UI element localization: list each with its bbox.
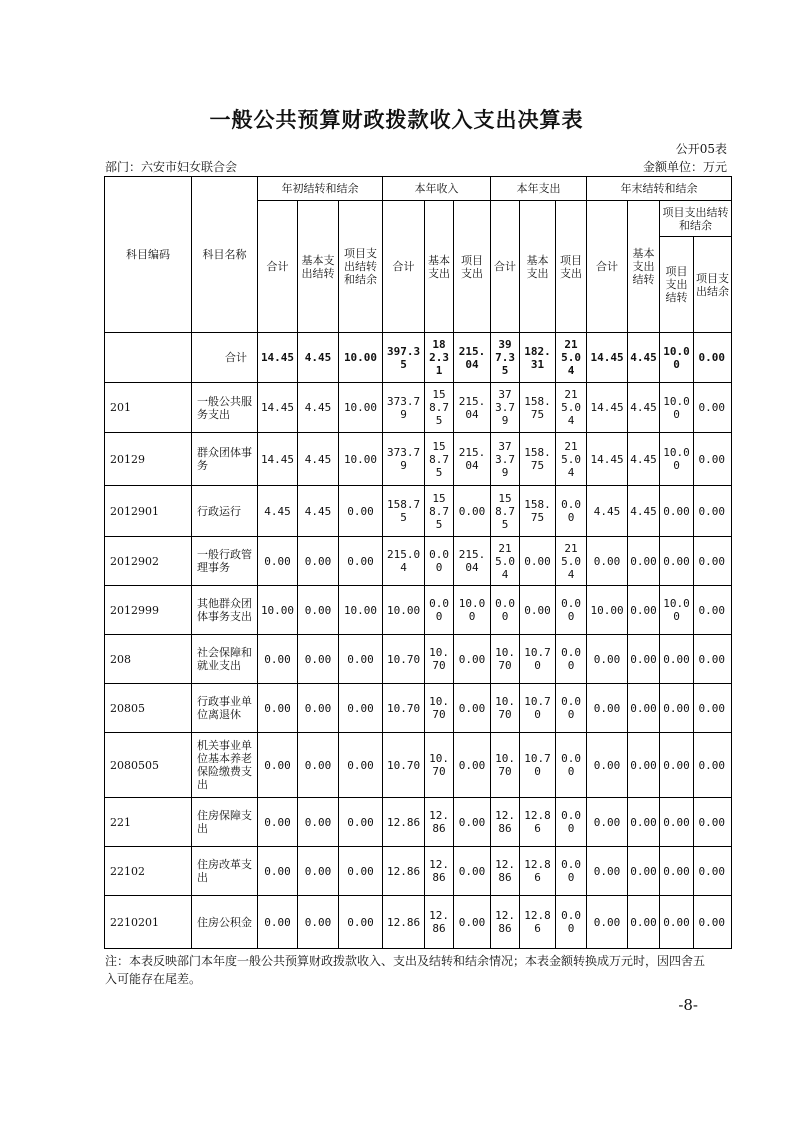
header-g3-basic: 基本支出 bbox=[520, 201, 556, 333]
row-code: 2012902 bbox=[105, 537, 192, 586]
cell: 10.00 bbox=[339, 383, 383, 433]
header-g2-project: 项目支出 bbox=[454, 201, 491, 333]
row-code: 20805 bbox=[105, 684, 192, 733]
cell: 14.45 bbox=[587, 383, 628, 433]
cell: 0.00 bbox=[694, 586, 732, 635]
cell: 0.00 bbox=[587, 798, 628, 847]
cell: 158.75 bbox=[520, 486, 556, 537]
cell: 215.04 bbox=[454, 333, 491, 383]
footnote: 注：本表反映部门本年度一般公共预算财政拨款收入、支出及结转和结余情况；本表金额转换成万元时，因四舍五入可能存在尾差。 bbox=[105, 954, 706, 986]
cell: 0.00 bbox=[556, 896, 587, 949]
cell: 0.00 bbox=[587, 684, 628, 733]
cell: 0.00 bbox=[694, 798, 732, 847]
table-row bbox=[105, 635, 732, 684]
table-row bbox=[105, 486, 732, 537]
cell: 0.00 bbox=[520, 586, 556, 635]
cell: 0.00 bbox=[628, 684, 660, 733]
cell: 373.79 bbox=[491, 433, 520, 486]
cell: 0.00 bbox=[660, 847, 694, 896]
header-opening-balance: 年初结转和结余 bbox=[258, 177, 383, 201]
cell: 0.00 bbox=[258, 896, 298, 949]
cell: 10.70 bbox=[383, 733, 425, 798]
cell: 0.00 bbox=[425, 586, 454, 635]
cell: 0.00 bbox=[694, 486, 732, 537]
header-closing-balance: 年末结转和结余 bbox=[587, 177, 732, 201]
cell: 0.00 bbox=[587, 896, 628, 949]
cell: 0.00 bbox=[454, 684, 491, 733]
cell: 158.75 bbox=[383, 486, 425, 537]
row-code: 2210201 bbox=[105, 896, 192, 949]
header-g1-basic: 基本支出结转 bbox=[298, 201, 339, 333]
table-row bbox=[105, 433, 732, 486]
cell: 4.45 bbox=[298, 486, 339, 537]
cell: 0.00 bbox=[694, 896, 732, 949]
department-label: 部门：六安市妇女联合会 bbox=[105, 160, 238, 174]
row-name: 一般公共服务支出 bbox=[192, 383, 258, 433]
header-g4-total: 合计 bbox=[587, 201, 628, 333]
row-code: 201 bbox=[105, 383, 192, 433]
cell: 12.86 bbox=[383, 798, 425, 847]
cell: 0.00 bbox=[628, 733, 660, 798]
cell: 0.00 bbox=[339, 798, 383, 847]
cell: 12.86 bbox=[491, 847, 520, 896]
cell: 0.00 bbox=[258, 537, 298, 586]
row-name: 其他群众团体事务支出 bbox=[192, 586, 258, 635]
row-code: 221 bbox=[105, 798, 192, 847]
header-income: 本年收入 bbox=[383, 177, 491, 201]
cell: 12.86 bbox=[425, 896, 454, 949]
cell: 10.00 bbox=[660, 383, 694, 433]
cell: 10.00 bbox=[454, 586, 491, 635]
cell: 0.00 bbox=[298, 684, 339, 733]
cell: 4.45 bbox=[258, 486, 298, 537]
cell: 0.00 bbox=[694, 847, 732, 896]
cell: 0.00 bbox=[587, 635, 628, 684]
row-code: 208 bbox=[105, 635, 192, 684]
cell: 215.04 bbox=[556, 383, 587, 433]
cell: 14.45 bbox=[258, 333, 298, 383]
cell: 0.00 bbox=[694, 733, 732, 798]
table-row bbox=[105, 896, 732, 949]
row-name: 一般行政管理事务 bbox=[192, 537, 258, 586]
cell: 373.79 bbox=[383, 433, 425, 486]
table-row bbox=[105, 847, 732, 896]
cell: 215.04 bbox=[454, 537, 491, 586]
row-code: 2080505 bbox=[105, 733, 192, 798]
cell: 4.45 bbox=[628, 433, 660, 486]
table-row bbox=[105, 798, 732, 847]
cell: 0.00 bbox=[425, 537, 454, 586]
cell: 158.75 bbox=[491, 486, 520, 537]
cell: 0.00 bbox=[298, 733, 339, 798]
table-row bbox=[105, 684, 732, 733]
cell: 158.75 bbox=[520, 433, 556, 486]
cell: 215.04 bbox=[556, 537, 587, 586]
header-g4-basic: 基本支出结转 bbox=[628, 201, 660, 333]
cell: 10.70 bbox=[520, 733, 556, 798]
cell: 0.00 bbox=[339, 684, 383, 733]
header-name: 科目名称 bbox=[192, 177, 258, 333]
header-g4-project-balance: 项目支出结余 bbox=[694, 237, 732, 333]
cell: 4.45 bbox=[628, 486, 660, 537]
cell: 12.86 bbox=[491, 896, 520, 949]
cell: 0.00 bbox=[339, 537, 383, 586]
cell: 0.00 bbox=[556, 798, 587, 847]
cell: 397.35 bbox=[491, 333, 520, 383]
cell: 4.45 bbox=[628, 333, 660, 383]
cell: 12.86 bbox=[520, 847, 556, 896]
total-row bbox=[105, 333, 732, 383]
cell: 373.79 bbox=[491, 383, 520, 433]
cell: 4.45 bbox=[298, 433, 339, 486]
cell: 0.00 bbox=[258, 798, 298, 847]
cell: 0.00 bbox=[556, 684, 587, 733]
table-row bbox=[105, 537, 732, 586]
header-g4-project-group: 项目支出结转和结余 bbox=[660, 201, 732, 237]
cell: 10.00 bbox=[258, 586, 298, 635]
cell: 12.86 bbox=[383, 847, 425, 896]
cell: 10.00 bbox=[383, 586, 425, 635]
cell: 4.45 bbox=[298, 333, 339, 383]
cell: 0.00 bbox=[454, 733, 491, 798]
row-name: 住房改革支出 bbox=[192, 847, 258, 896]
cell: 0.00 bbox=[339, 635, 383, 684]
cell: 0.00 bbox=[258, 684, 298, 733]
cell: 0.00 bbox=[694, 635, 732, 684]
cell: 12.86 bbox=[425, 798, 454, 847]
cell: 215.04 bbox=[491, 537, 520, 586]
cell: 0.00 bbox=[587, 733, 628, 798]
cell: 215.04 bbox=[454, 433, 491, 486]
cell: 12.86 bbox=[383, 896, 425, 949]
cell: 0.00 bbox=[339, 486, 383, 537]
cell: 0.00 bbox=[628, 635, 660, 684]
cell: 215.04 bbox=[556, 333, 587, 383]
cell: 12.86 bbox=[425, 847, 454, 896]
table-row bbox=[105, 733, 732, 798]
cell: 0.00 bbox=[491, 586, 520, 635]
cell: 158.75 bbox=[520, 383, 556, 433]
cell: 0.00 bbox=[298, 537, 339, 586]
cell: 0.00 bbox=[694, 433, 732, 486]
cell: 14.45 bbox=[258, 383, 298, 433]
cell: 14.45 bbox=[587, 333, 628, 383]
cell: 0.00 bbox=[556, 733, 587, 798]
row-name: 行政事业单位离退休 bbox=[192, 684, 258, 733]
header-g2-total: 合计 bbox=[383, 201, 425, 333]
cell: 0.00 bbox=[258, 635, 298, 684]
cell: 10.70 bbox=[491, 684, 520, 733]
cell: 0.00 bbox=[660, 798, 694, 847]
cell: 10.70 bbox=[383, 684, 425, 733]
row-name: 机关事业单位基本养老保险缴费支出 bbox=[192, 733, 258, 798]
cell: 0.00 bbox=[587, 537, 628, 586]
cell: 0.00 bbox=[556, 486, 587, 537]
cell: 0.00 bbox=[556, 847, 587, 896]
cell: 215.04 bbox=[556, 433, 587, 486]
row-name: 行政运行 bbox=[192, 486, 258, 537]
cell: 0.00 bbox=[628, 586, 660, 635]
row-name: 社会保障和就业支出 bbox=[192, 635, 258, 684]
cell: 10.70 bbox=[383, 635, 425, 684]
cell: 0.00 bbox=[258, 733, 298, 798]
budget-table bbox=[104, 176, 732, 949]
cell: 158.75 bbox=[425, 433, 454, 486]
cell: 0.00 bbox=[520, 537, 556, 586]
row-code: 2012999 bbox=[105, 586, 192, 635]
row-code: 20129 bbox=[105, 433, 192, 486]
cell: 373.79 bbox=[383, 383, 425, 433]
cell: 12.86 bbox=[520, 798, 556, 847]
total-label: 合计 bbox=[192, 333, 258, 383]
row-code: 22102 bbox=[105, 847, 192, 896]
cell: 14.45 bbox=[587, 433, 628, 486]
cell: 10.70 bbox=[520, 635, 556, 684]
cell: 182.31 bbox=[425, 333, 454, 383]
cell: 0.00 bbox=[454, 486, 491, 537]
cell: 0.00 bbox=[454, 798, 491, 847]
header-g3-total: 合计 bbox=[491, 201, 520, 333]
cell: 10.00 bbox=[660, 333, 694, 383]
cell: 0.00 bbox=[694, 537, 732, 586]
cell: 4.45 bbox=[298, 383, 339, 433]
cell: 10.70 bbox=[425, 635, 454, 684]
cell: 0.00 bbox=[339, 896, 383, 949]
cell: 10.00 bbox=[339, 586, 383, 635]
cell: 0.00 bbox=[454, 635, 491, 684]
cell: 0.00 bbox=[694, 333, 732, 383]
table-row bbox=[105, 383, 732, 433]
cell: 0.00 bbox=[454, 847, 491, 896]
header-g4-project-carry: 项目支出结转 bbox=[660, 237, 694, 333]
cell: 4.45 bbox=[628, 383, 660, 433]
cell: 4.45 bbox=[587, 486, 628, 537]
cell: 0.00 bbox=[556, 586, 587, 635]
cell: 0.00 bbox=[298, 847, 339, 896]
cell: 397.35 bbox=[383, 333, 425, 383]
cell: 0.00 bbox=[660, 896, 694, 949]
page-number: -8- bbox=[678, 996, 698, 1014]
cell: 0.00 bbox=[628, 798, 660, 847]
cell: 0.00 bbox=[694, 383, 732, 433]
page-title: 一般公共预算财政拨款收入支出决算表 bbox=[209, 108, 584, 132]
cell: 215.04 bbox=[454, 383, 491, 433]
cell: 0.00 bbox=[628, 896, 660, 949]
cell: 10.00 bbox=[660, 433, 694, 486]
cell: 10.70 bbox=[425, 733, 454, 798]
cell: 0.00 bbox=[339, 733, 383, 798]
cell: 0.00 bbox=[628, 537, 660, 586]
cell: 0.00 bbox=[258, 847, 298, 896]
cell: 215.04 bbox=[383, 537, 425, 586]
cell: 0.00 bbox=[628, 847, 660, 896]
total-code bbox=[105, 333, 192, 383]
header-g1-total: 合计 bbox=[258, 201, 298, 333]
cell: 0.00 bbox=[298, 635, 339, 684]
unit-label: 金额单位：万元 bbox=[642, 160, 727, 174]
cell: 10.70 bbox=[491, 733, 520, 798]
cell: 12.86 bbox=[520, 896, 556, 949]
row-code: 2012901 bbox=[105, 486, 192, 537]
cell: 0.00 bbox=[298, 798, 339, 847]
cell: 10.70 bbox=[520, 684, 556, 733]
cell: 10.00 bbox=[339, 433, 383, 486]
row-name: 住房保障支出 bbox=[192, 798, 258, 847]
cell: 10.70 bbox=[491, 635, 520, 684]
cell: 14.45 bbox=[258, 433, 298, 486]
header-g3-project: 项目支出 bbox=[556, 201, 587, 333]
header-code: 科目编码 bbox=[105, 177, 192, 333]
row-name: 群众团体事务 bbox=[192, 433, 258, 486]
cell: 0.00 bbox=[660, 635, 694, 684]
cell: 0.00 bbox=[660, 486, 694, 537]
cell: 0.00 bbox=[298, 586, 339, 635]
cell: 0.00 bbox=[454, 896, 491, 949]
cell: 0.00 bbox=[556, 635, 587, 684]
cell: 10.00 bbox=[339, 333, 383, 383]
cell: 0.00 bbox=[660, 537, 694, 586]
form-number: 公开05表 bbox=[675, 142, 727, 156]
cell: 10.00 bbox=[587, 586, 628, 635]
header-expense: 本年支出 bbox=[491, 177, 587, 201]
cell: 0.00 bbox=[660, 733, 694, 798]
cell: 0.00 bbox=[694, 684, 732, 733]
cell: 10.00 bbox=[660, 586, 694, 635]
cell: 158.75 bbox=[425, 383, 454, 433]
row-name: 住房公积金 bbox=[192, 896, 258, 949]
header-g2-basic: 基本支出 bbox=[425, 201, 454, 333]
cell: 0.00 bbox=[298, 896, 339, 949]
cell: 158.75 bbox=[425, 486, 454, 537]
cell: 12.86 bbox=[491, 798, 520, 847]
table-row bbox=[105, 586, 732, 635]
cell: 0.00 bbox=[587, 847, 628, 896]
cell: 0.00 bbox=[339, 847, 383, 896]
cell: 10.70 bbox=[425, 684, 454, 733]
cell: 182.31 bbox=[520, 333, 556, 383]
cell: 0.00 bbox=[660, 684, 694, 733]
header-g1-project: 项目支出结转和结余 bbox=[339, 201, 383, 333]
